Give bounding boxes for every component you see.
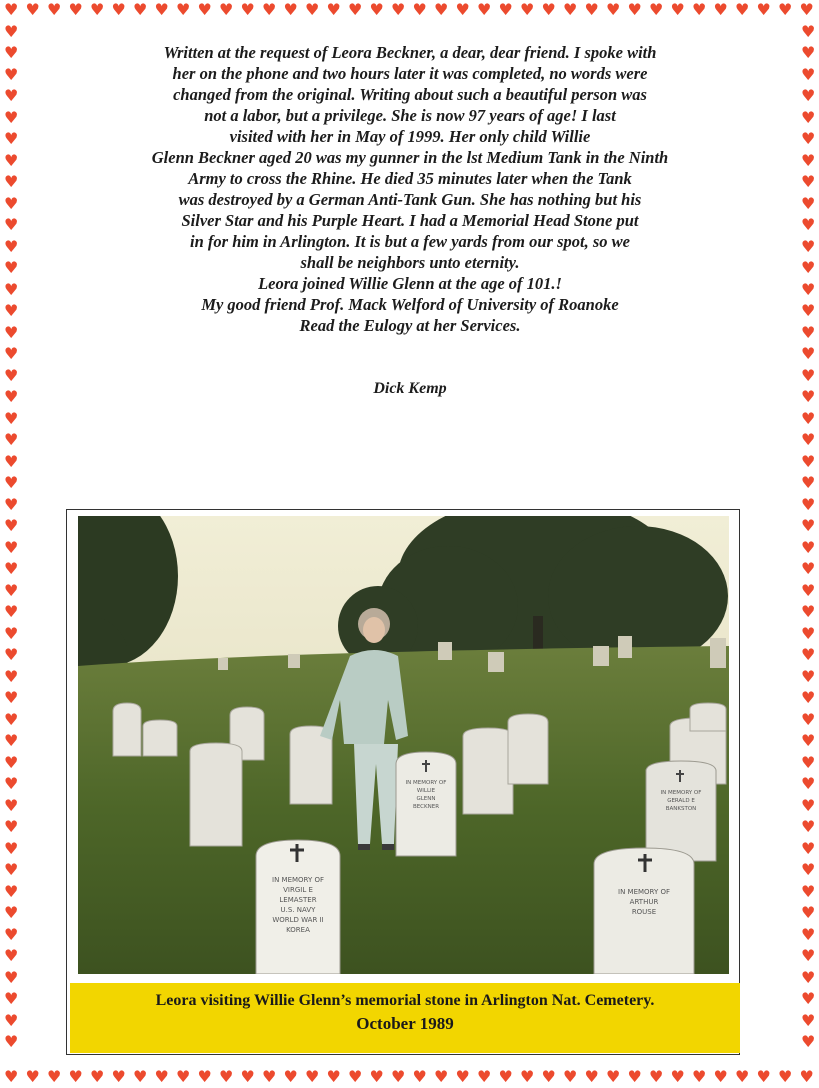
heart-icon: ♥ <box>47 1067 62 1086</box>
heart-icon: ♥ <box>4 344 19 363</box>
heart-icon: ♥ <box>219 0 234 19</box>
heart-icon: ♥ <box>713 0 728 19</box>
heart-icon: ♥ <box>778 1067 793 1086</box>
heart-icon: ♥ <box>799 1067 814 1086</box>
letter-line: Leora joined Willie Glenn at the age of 101.! <box>258 274 562 293</box>
heart-icon: ♥ <box>4 1010 19 1030</box>
heart-icon: ♥ <box>154 0 169 19</box>
heart-icon: ♥ <box>348 1067 363 1086</box>
heart-icon: ♥ <box>801 688 816 707</box>
heart-icon: ♥ <box>4 817 19 836</box>
heart-icon: ♥ <box>133 0 148 19</box>
heart-icon: ♥ <box>4 129 19 148</box>
heart-icon: ♥ <box>4 666 19 686</box>
heart-icon: ♥ <box>801 301 816 320</box>
heart-icon: ♥ <box>412 1067 427 1086</box>
headstone-inscription-line: VIRGIL E <box>283 886 313 894</box>
heart-icon: ♥ <box>498 0 513 19</box>
heart-icon: ♥ <box>47 0 62 19</box>
headstone-inscription-line: KOREA <box>286 926 310 934</box>
heart-icon: ♥ <box>801 967 816 987</box>
heart-icon: ♥ <box>4 580 19 600</box>
heart-icon: ♥ <box>4 623 19 643</box>
letter-line: shall be neighbors unto eternity. <box>300 253 520 272</box>
photo-caption <box>70 983 740 1053</box>
heart-icon: ♥ <box>801 903 816 922</box>
heart-icon: ♥ <box>412 0 427 19</box>
heart-icon: ♥ <box>801 86 816 105</box>
heart-icon: ♥ <box>801 408 816 428</box>
heart-icon: ♥ <box>801 881 816 901</box>
heart-icon: ♥ <box>563 0 578 19</box>
heart-icon: ♥ <box>262 1067 277 1086</box>
heart-icon: ♥ <box>4 709 19 729</box>
letter-line: was destroyed by a German Anti-Tank Gun. She has nothing but his <box>178 190 642 209</box>
heart-icon: ♥ <box>4 881 19 901</box>
heart-icon: ♥ <box>4 107 19 127</box>
heart-icon: ♥ <box>4 774 19 793</box>
heart-icon: ♥ <box>4 967 19 987</box>
heart-icon: ♥ <box>4 387 19 406</box>
heart-icon: ♥ <box>801 989 816 1008</box>
heart-icon: ♥ <box>520 1067 535 1086</box>
heart-icon: ♥ <box>627 0 642 19</box>
heart-icon: ♥ <box>133 1067 148 1086</box>
letter-line: her on the phone and two hours later it was completed, no words were <box>172 64 648 83</box>
heart-icon: ♥ <box>4 430 19 449</box>
heart-icon: ♥ <box>801 172 816 191</box>
heart-icon: ♥ <box>627 1067 642 1086</box>
caption-line-1: Leora visiting Willie Glenn’s memorial stone in Arlington Nat. Cemetery. <box>155 992 655 1009</box>
letter-line: changed from the original. Writing about such a beautiful person was <box>173 85 647 104</box>
heart-icon: ♥ <box>801 817 816 836</box>
heart-icon: ♥ <box>4 172 19 191</box>
heart-icon: ♥ <box>4 731 19 750</box>
heart-icon: ♥ <box>801 258 816 277</box>
heart-icon: ♥ <box>68 1067 83 1086</box>
heart-icon: ♥ <box>735 0 750 19</box>
heart-icon: ♥ <box>584 0 599 19</box>
heart-icon: ♥ <box>801 537 816 557</box>
heart-icon: ♥ <box>391 0 406 19</box>
heart-icon: ♥ <box>283 1067 298 1086</box>
letter-line: Army to cross the Rhine. He died 35 minutes later when the Tank <box>188 169 632 188</box>
heart-icon: ♥ <box>801 451 816 471</box>
heart-icon: ♥ <box>305 1067 320 1086</box>
heart-icon: ♥ <box>801 709 816 729</box>
heart-icon: ♥ <box>541 0 556 19</box>
heart-icon: ♥ <box>801 666 816 686</box>
heart-icon: ♥ <box>4 537 19 557</box>
heart-icon: ♥ <box>801 1010 816 1030</box>
heart-icon: ♥ <box>240 0 255 19</box>
heart-icon: ♥ <box>4 903 19 922</box>
heart-icon: ♥ <box>455 0 470 19</box>
heart-icon: ♥ <box>801 43 816 62</box>
heart-icon: ♥ <box>4 301 19 320</box>
lemaster-headstone <box>256 840 340 974</box>
heart-icon: ♥ <box>262 0 277 19</box>
heart-icon: ♥ <box>4 795 19 815</box>
heart-icon: ♥ <box>326 1067 341 1086</box>
heart-icon: ♥ <box>801 774 816 793</box>
heart-icon: ♥ <box>4 408 19 428</box>
heart-icon: ♥ <box>799 0 814 19</box>
heart-icon: ♥ <box>4 688 19 707</box>
heart-icon: ♥ <box>520 0 535 19</box>
heart-icon: ♥ <box>240 1067 255 1086</box>
heart-icon: ♥ <box>4 43 19 62</box>
heart-icon: ♥ <box>801 602 816 621</box>
heart-icon: ♥ <box>4 838 19 858</box>
heart-icon: ♥ <box>4 215 19 234</box>
heart-icon: ♥ <box>4 279 19 299</box>
heart-icon: ♥ <box>348 0 363 19</box>
heart-icon: ♥ <box>434 1067 449 1086</box>
heart-icon: ♥ <box>801 64 816 84</box>
heart-icon: ♥ <box>4 559 19 578</box>
heart-icon: ♥ <box>756 0 771 19</box>
heart-icon: ♥ <box>801 344 816 363</box>
heart-icon: ♥ <box>801 387 816 406</box>
heart-icon: ♥ <box>4 494 19 514</box>
heart-icon: ♥ <box>68 0 83 19</box>
heart-icon: ♥ <box>801 924 816 944</box>
heart-icon: ♥ <box>801 322 816 342</box>
heart-icon: ♥ <box>498 1067 513 1086</box>
heart-icon: ♥ <box>801 946 816 965</box>
heart-icon: ♥ <box>434 0 449 19</box>
heart-icon: ♥ <box>4 322 19 342</box>
heart-icon: ♥ <box>801 473 816 492</box>
heart-icon: ♥ <box>801 193 816 213</box>
heart-icon: ♥ <box>801 1032 816 1051</box>
heart-icon: ♥ <box>801 731 816 750</box>
headstone-inscription-line: IN MEMORY OF <box>660 790 702 796</box>
heart-icon: ♥ <box>801 150 816 170</box>
heart-icon: ♥ <box>4 946 19 965</box>
signature: Dick Kemp <box>373 380 447 397</box>
heart-icon: ♥ <box>4 752 19 772</box>
heart-icon: ♥ <box>801 430 816 449</box>
heart-icon: ♥ <box>801 860 816 879</box>
cemetery-photo <box>78 516 729 974</box>
heart-icon: ♥ <box>90 0 105 19</box>
heart-icon: ♥ <box>801 215 816 234</box>
heart-icon: ♥ <box>111 0 126 19</box>
heart-icon: ♥ <box>801 580 816 600</box>
heart-icon: ♥ <box>369 0 384 19</box>
heart-icon: ♥ <box>801 236 816 256</box>
heart-icon: ♥ <box>4 602 19 621</box>
heart-icon: ♥ <box>801 516 816 535</box>
heart-icon: ♥ <box>477 0 492 19</box>
heart-icon: ♥ <box>4 1032 19 1051</box>
heart-icon: ♥ <box>4 150 19 170</box>
heart-icon: ♥ <box>25 0 40 19</box>
heart-icon: ♥ <box>692 0 707 19</box>
headstone-inscription-line: GERALD E <box>667 798 695 804</box>
heart-icon: ♥ <box>4 1067 19 1086</box>
heart-icon: ♥ <box>670 0 685 19</box>
heart-icon: ♥ <box>4 21 19 41</box>
headstone-inscription-line: IN MEMORY OF <box>272 876 324 884</box>
heart-icon: ♥ <box>455 1067 470 1086</box>
letter-line: My good friend Prof. Mack Welford of University of Roanoke <box>201 295 619 314</box>
beckner-headstone <box>396 752 456 856</box>
heart-icon: ♥ <box>4 989 19 1008</box>
caption-date: October 1989 <box>356 1014 454 1033</box>
heart-icon: ♥ <box>90 1067 105 1086</box>
heart-icon: ♥ <box>563 1067 578 1086</box>
rouse-headstone <box>594 848 694 974</box>
heart-icon: ♥ <box>4 365 19 385</box>
heart-icon: ♥ <box>326 0 341 19</box>
heart-icon: ♥ <box>4 645 19 664</box>
heart-icon: ♥ <box>4 258 19 277</box>
heart-icon: ♥ <box>4 451 19 471</box>
heart-icon: ♥ <box>176 0 191 19</box>
letter-line: Written at the request of Leora Beckner, a dear, dear friend. I spoke with <box>163 43 657 62</box>
heart-icon: ♥ <box>713 1067 728 1086</box>
heart-icon: ♥ <box>4 516 19 535</box>
heart-icon: ♥ <box>670 1067 685 1086</box>
heart-icon: ♥ <box>801 645 816 664</box>
headstone-inscription-line: ARTHUR <box>629 898 659 906</box>
heart-icon: ♥ <box>283 0 298 19</box>
heart-icon: ♥ <box>649 1067 664 1086</box>
headstone-inscription-line: GLENN <box>416 796 436 802</box>
heart-icon: ♥ <box>801 279 816 299</box>
gerald-headstone <box>646 761 716 861</box>
heart-icon: ♥ <box>4 860 19 879</box>
headstone-inscription-line: BECKNER <box>412 804 440 810</box>
headstone-inscription-line: U.S. NAVY <box>280 906 316 914</box>
letter-line: Silver Star and his Purple Heart. I had a Memorial Head Stone put <box>181 211 639 230</box>
heart-icon: ♥ <box>541 1067 556 1086</box>
heart-icon: ♥ <box>801 107 816 127</box>
heart-icon: ♥ <box>801 559 816 578</box>
heart-icon: ♥ <box>735 1067 750 1086</box>
letter-line: in for him in Arlington. It is but a few yards from our spot, so we <box>190 232 630 251</box>
headstone-inscription-line: WILLIE <box>416 788 436 794</box>
heart-icon: ♥ <box>197 1067 212 1086</box>
headstone-inscription-line: IN MEMORY OF <box>618 888 670 896</box>
letter-line: Read the Eulogy at her Services. <box>299 316 521 335</box>
headstone-inscription-line: WORLD WAR II <box>272 916 324 924</box>
heart-icon: ♥ <box>801 129 816 148</box>
heart-icon: ♥ <box>801 795 816 815</box>
heart-icon: ♥ <box>801 623 816 643</box>
heart-icon: ♥ <box>778 0 793 19</box>
heart-icon: ♥ <box>756 1067 771 1086</box>
headstone-inscription-line: ROUSE <box>631 908 657 916</box>
heart-icon: ♥ <box>4 86 19 105</box>
heart-icon: ♥ <box>801 365 816 385</box>
heart-icon: ♥ <box>4 473 19 492</box>
heart-icon: ♥ <box>801 752 816 772</box>
heart-icon: ♥ <box>4 924 19 944</box>
headstone-inscription-line: BANKSTON <box>665 806 697 812</box>
heart-icon: ♥ <box>4 236 19 256</box>
heart-icon: ♥ <box>606 0 621 19</box>
heart-icon: ♥ <box>111 1067 126 1086</box>
heart-icon: ♥ <box>801 21 816 41</box>
letter-line: visited with her in May of 1999. Her only child Willie <box>229 127 591 146</box>
heart-icon: ♥ <box>801 494 816 514</box>
heart-icon: ♥ <box>176 1067 191 1086</box>
heart-icon: ♥ <box>606 1067 621 1086</box>
heart-icon: ♥ <box>369 1067 384 1086</box>
letter-line: not a labor, but a privilege. She is now 97 years of age! I last <box>204 106 616 125</box>
heart-icon: ♥ <box>219 1067 234 1086</box>
heart-icon: ♥ <box>4 193 19 213</box>
heart-icon: ♥ <box>649 0 664 19</box>
headstone-inscription-line: LEMASTER <box>279 896 317 904</box>
heart-icon: ♥ <box>584 1067 599 1086</box>
headstone-inscription-line: IN MEMORY OF <box>405 780 447 786</box>
heart-icon: ♥ <box>477 1067 492 1086</box>
letter-line: Glenn Beckner aged 20 was my gunner in the lst Medium Tank in the Ninth <box>151 148 669 167</box>
heart-icon: ♥ <box>4 64 19 84</box>
heart-icon: ♥ <box>801 838 816 858</box>
heart-icon: ♥ <box>391 1067 406 1086</box>
letter-text <box>60 42 760 336</box>
heart-icon: ♥ <box>305 0 320 19</box>
heart-icon: ♥ <box>25 1067 40 1086</box>
heart-icon: ♥ <box>4 0 19 19</box>
heart-icon: ♥ <box>197 0 212 19</box>
heart-icon: ♥ <box>154 1067 169 1086</box>
heart-icon: ♥ <box>692 1067 707 1086</box>
